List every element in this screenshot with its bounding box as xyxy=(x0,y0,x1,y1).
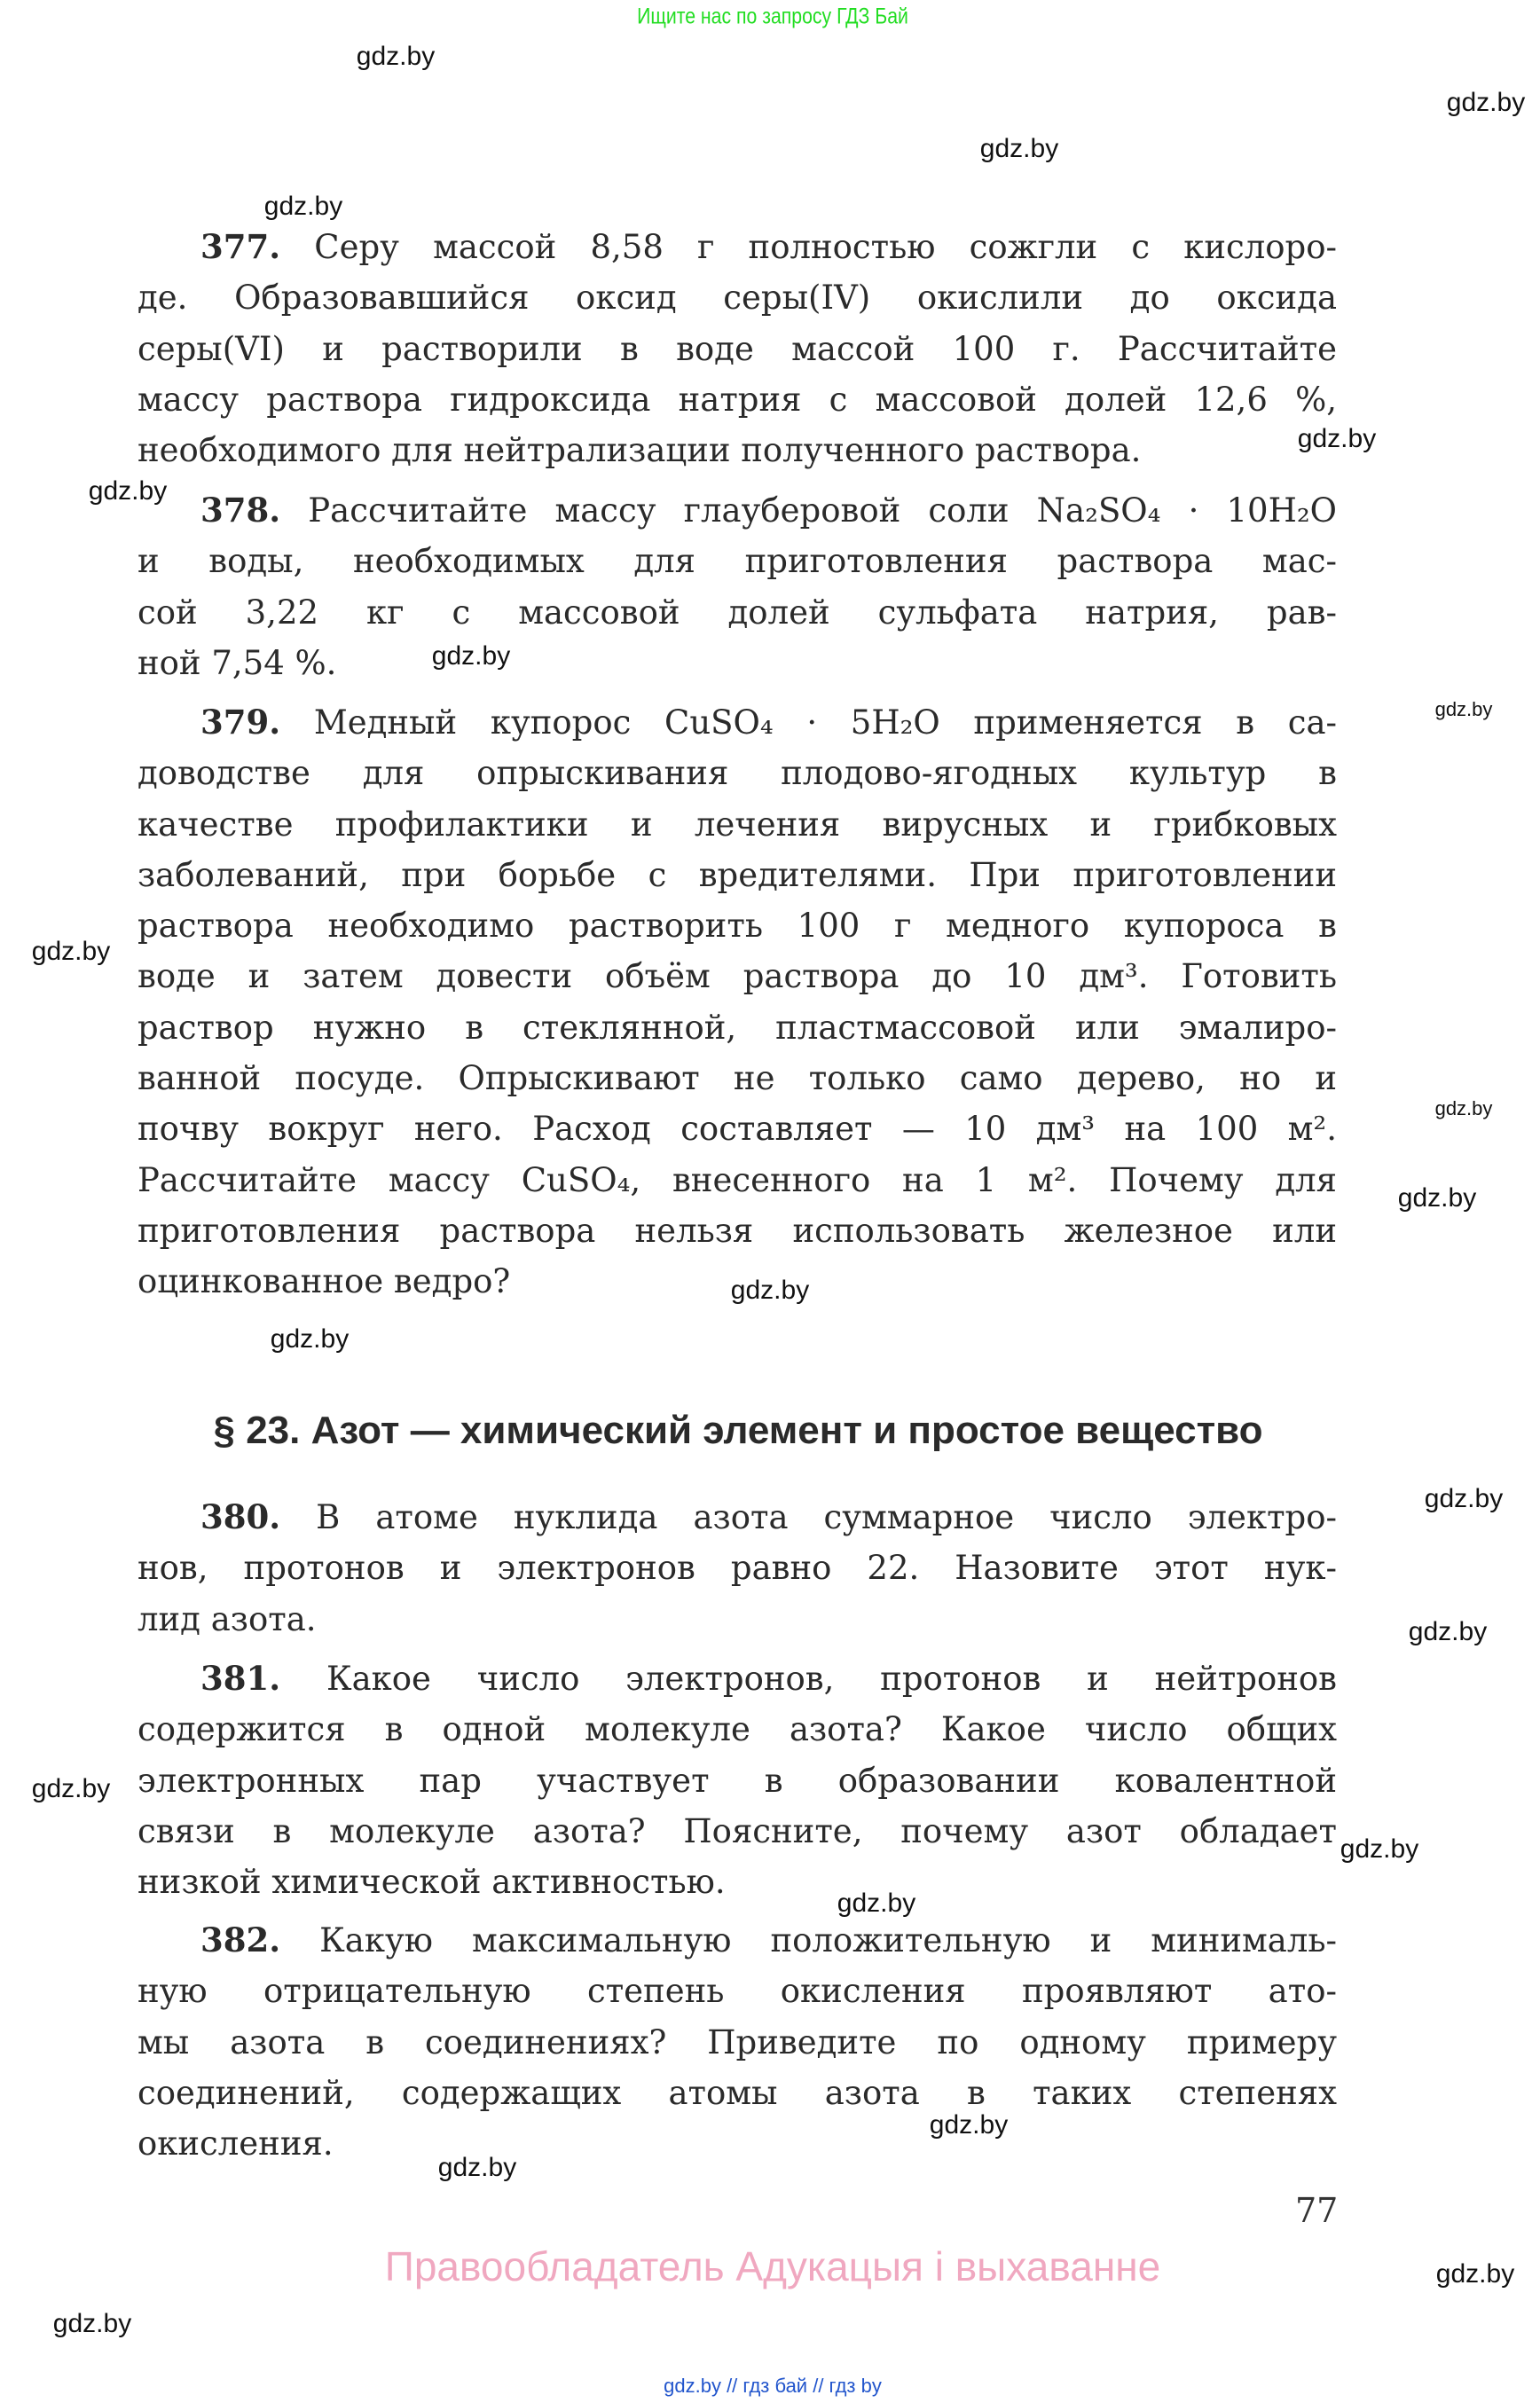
watermark-gdz: gdz.by xyxy=(88,476,168,506)
text-line xyxy=(138,2017,1337,2068)
line-text: соединений, содержащих атомы азота в таких степенях xyxy=(138,2073,1337,2112)
line-text: ную отрицательную степень окисления проявляют ато- xyxy=(138,1972,1337,2011)
text-line xyxy=(138,799,1337,850)
exercise-number: 379. xyxy=(200,703,281,742)
watermark-gdz: gdz.by xyxy=(1446,88,1526,117)
text-line xyxy=(138,1492,1337,1543)
text-line xyxy=(138,1857,1337,1907)
line-text: заболеваний, при борьбе с вредителями. При приготовлении xyxy=(138,855,1337,894)
exercise-number: 382. xyxy=(200,1920,281,1959)
text-line xyxy=(138,272,1337,323)
exercise-381 xyxy=(138,1653,1337,1907)
text-line xyxy=(138,748,1337,798)
text-line xyxy=(138,951,1337,1001)
text-line xyxy=(138,1205,1337,1256)
line-text: Рассчитайте массу CuSO₄, внесенного на 1 м². Почему для xyxy=(138,1160,1337,1199)
watermark-gdz: gdz.by xyxy=(356,42,436,71)
text-line xyxy=(138,1653,1337,1704)
text-line xyxy=(138,587,1337,638)
watermark-gdz: gdz.by xyxy=(1397,1183,1477,1213)
rights-holder-notice: Правообладатель Адукацыя і выхаванне xyxy=(384,2243,1161,2289)
text-line xyxy=(138,536,1337,586)
text-line xyxy=(138,1002,1337,1053)
line-text: сой 3,22 кг с массовой долей сульфата натрия, рав- xyxy=(138,593,1337,632)
text-line xyxy=(138,1543,1337,1593)
line-text: качестве профилактики и лечения вирусных и грибковых xyxy=(138,805,1337,844)
line-text: массу раствора гидроксида натрия с массовой долей 12,6 %, xyxy=(138,380,1337,419)
line-text: и воды, необходимых для приготовления раствора мас- xyxy=(138,542,1337,581)
line-text: электронных пар участвует в образовании ковалентной xyxy=(138,1761,1337,1800)
line-text: приготовления раствора нельзя использовать железное или xyxy=(138,1211,1337,1250)
line-text: ной 7,54 %. xyxy=(138,643,337,682)
text-line xyxy=(138,900,1337,951)
line-text: почву вокруг него. Расход составляет — 10 дм³ на 100 м². xyxy=(138,1110,1337,1149)
text-line xyxy=(138,1755,1337,1806)
line-text: Серу массой 8,58 г полностью сожгли с кислоро- xyxy=(314,228,1337,266)
line-text: Какое число электронов, протонов и нейтронов xyxy=(326,1660,1337,1698)
line-text: доводстве для опрыскивания плодово-ягодных культур в xyxy=(138,754,1337,793)
exercise-379 xyxy=(138,697,1337,1308)
watermark-gdz: gdz.by xyxy=(1340,1834,1419,1864)
line-text: В атоме нуклида азота суммарное число электро- xyxy=(316,1498,1338,1536)
line-text: де. Образовавшийся оксид серы(IV) окислили до оксида xyxy=(138,279,1337,318)
exercise-number: 377. xyxy=(200,227,281,266)
line-text: раствор нужно в стеклянной, пластмассовой или эмалиро- xyxy=(138,1008,1337,1047)
text-line xyxy=(138,1594,1337,1645)
exercise-378 xyxy=(138,485,1337,688)
line-text: необходимого для нейтрализации полученного раствора. xyxy=(138,431,1142,470)
watermark-gdz: gdz.by xyxy=(1435,2259,1515,2289)
text-line xyxy=(138,2118,1337,2169)
watermark-gdz: gdz.by xyxy=(270,1324,350,1354)
line-text: воде и затем довести объём раствора до 10 дм³. Готовить xyxy=(138,957,1337,996)
watermark-gdz: gdz.by xyxy=(730,1276,810,1305)
text-line xyxy=(138,324,1337,374)
exercise-number: 381. xyxy=(200,1659,281,1698)
watermark-gdz: gdz.by xyxy=(1424,1484,1504,1513)
text-line xyxy=(138,1155,1337,1205)
line-text: лид азота. xyxy=(138,1599,317,1638)
watermark-gdz: gdz.by xyxy=(929,2110,1009,2140)
search-hint-banner: Ищите нас по запросу ГДЗ Бай xyxy=(637,4,908,29)
watermark-gdz: gdz.by xyxy=(431,641,511,671)
watermark-gdz: gdz.by xyxy=(837,1889,916,1918)
line-text: оцинкованное ведро? xyxy=(138,1262,511,1301)
text-line xyxy=(138,485,1337,536)
section-heading: § 23. Азот — химический элемент и простое вещество xyxy=(213,1409,1263,1452)
line-text: раствора необходимо растворить 100 г медного купороса в xyxy=(138,907,1337,946)
text-line xyxy=(138,1053,1337,1103)
line-text: содержится в одной молекуле азота? Какое число общих xyxy=(138,1710,1337,1749)
text-line xyxy=(138,1103,1337,1154)
text-line xyxy=(138,425,1337,475)
exercise-382 xyxy=(138,1915,1337,2169)
exercise-number: 378. xyxy=(200,491,281,530)
line-text: серы(VI) и растворили в воде массой 100 г. Рассчитайте xyxy=(138,329,1337,368)
exercise-number: 380. xyxy=(200,1497,281,1536)
line-text: Какую максимальную положительную и минималь- xyxy=(319,1921,1338,1959)
text-line xyxy=(138,638,1337,688)
line-text: окисления. xyxy=(138,2124,334,2163)
text-line xyxy=(138,1966,1337,2016)
line-text: мы азота в соединениях? Приведите по одному примеру xyxy=(138,2022,1337,2061)
line-text: Рассчитайте массу глауберовой соли Na₂SO₄ · 10H₂O xyxy=(308,491,1337,530)
line-text: связи в молекуле азота? Поясните, почему азот обладает xyxy=(138,1811,1337,1850)
line-text: ванной посуде. Опрыскивают не только само дерево, но и xyxy=(138,1059,1337,1098)
watermark-gdz: gdz.by xyxy=(1434,1097,1493,1119)
watermark-gdz: gdz.by xyxy=(1297,424,1377,453)
text-line xyxy=(138,697,1337,748)
footer-links[interactable]: gdz.by // гдз бай // гдз by xyxy=(664,2375,882,2397)
text-line xyxy=(138,850,1337,900)
text-line xyxy=(138,374,1337,425)
exercise-377 xyxy=(138,222,1337,475)
watermark-gdz: gdz.by xyxy=(437,2153,517,2182)
watermark-gdz: gdz.by xyxy=(31,937,111,966)
watermark-gdz: gdz.by xyxy=(1434,698,1493,720)
page-number: 77 xyxy=(1295,2191,1339,2230)
text-line xyxy=(138,1256,1337,1307)
exercise-380 xyxy=(138,1492,1337,1645)
text-line xyxy=(138,1704,1337,1755)
watermark-gdz: gdz.by xyxy=(263,192,343,221)
watermark-gdz: gdz.by xyxy=(31,1774,111,1803)
text-line xyxy=(138,1806,1337,1857)
text-line xyxy=(138,1915,1337,1966)
text-line xyxy=(138,2068,1337,2118)
line-text: низкой химической активностью. xyxy=(138,1863,726,1902)
line-text: нов, протонов и электронов равно 22. Назовите этот нук- xyxy=(138,1549,1337,1588)
watermark-gdz: gdz.by xyxy=(979,134,1059,163)
watermark-gdz: gdz.by xyxy=(1408,1617,1488,1646)
text-line xyxy=(138,222,1337,272)
line-text: Медный купорос CuSO₄ · 5H₂O применяется в са- xyxy=(313,703,1338,742)
watermark-gdz: gdz.by xyxy=(52,2309,132,2338)
